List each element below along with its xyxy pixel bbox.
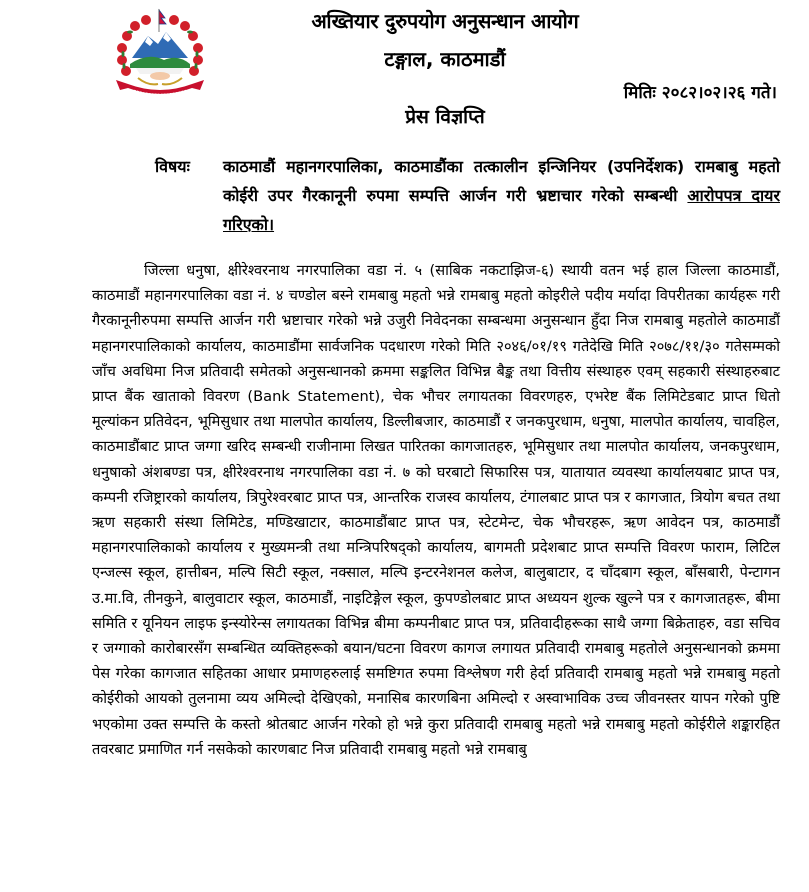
emblem-icon	[108, 6, 212, 102]
document-type-heading: प्रेस विज्ञप्ति	[405, 106, 485, 128]
government-emblem	[108, 6, 212, 102]
subject-text	[223, 152, 780, 239]
organization-name: अख्तियार दुरुपयोग अनुसन्धान आयोग	[311, 9, 579, 33]
subject-main-text: काठमाडौं महानगरपालिका, काठमाडौंका तत्कालीन इन्जिनियर (उपनिर्देशक) रामबाबु महतो कोईरी उपर गैरकानूनी रुपमा सम्पत्ति आर्जन गरी भ्रष्टाचार गरेको सम्बन्धी	[223, 157, 780, 205]
body-paragraph: जिल्ला धनुषा, क्षीरेश्वरनाथ नगरपालिका वडा नं. ५ (साबिक नकटाझिज-६) स्थायी वतन भई हाल जिल्ला काठमाडौं, काठमाडौं महानगरपालिका वडा नं. ४ चण्डोल बस्ने रामबाबु महतो भन्ने रामबाबु महतो कोइरीले पदीय मर्यादा विपरीतका कार्यहरू गरी गैरकानूनीरुपमा सम्पत्ति आर्जन गरी भ्रष्टाचार गरेको भन्ने उजुरी निवेदनका सम्बन्धमा अनुसन्धान हुँदा निज रामबाबु महतोले काठमाडौं महानगरपालिकाको कार्यालय, काठमाडौंमा सार्वजनिक पदधारण गरेको मिति २०४६/०१/१९ गतेदेखि मिति २०७८/११/३० गतेसम्मको जाँच अवधिमा निज प्रतिवादी समेतको अनुसन्धानको क्रममा सङ्कलित विभिन्न बैङ्क तथा वित्तीय संस्थाहरु एवम् सहकारी संस्थाहरुबाट प्राप्त बैंक खाताको विवरण (Bank Statement), चेक भौचर लगायतका विवरणहरु, एभरेष्ट बैंक लिमिटेडबाट प्राप्त धितो मूल्यांकन प्रतिवेदन, भूमिसुधार तथा मालपोत कार्यालय, डिल्लीबजार, काठमाडौं र जनकपुरधाम, धनुषा, मालपोत कार्यालय, चावहिल, काठमाडौंबाट प्राप्त जग्गा खरिद सम्बन्धी राजीनामा लिखत पारितका कागजातहरु, भूमिसुधार तथा मालपोत कार्यालय, जनकपुरधाम, धनुषाको अंशबण्डा पत्र, क्षीरेश्वरनाथ नगरपालिका वडा नं. ७ को घरबाटो सिफारिस पत्र, यातायात व्यवस्था कार्यालयबाट प्राप्त पत्र, कम्पनी रजिष्ट्रारको कार्यालय, त्रिपुरेश्वरबाट प्राप्त पत्र, आन्तरिक राजस्व कार्यालय, टंगालबाट प्राप्त पत्र र कागजात, त्रियोग बचत तथा ऋण सहकारी संस्था लिमिटेड, मण्डिखाटार, काठमाडौंबाट प्राप्त पत्र, स्टेटमेन्ट, चेक भौचरहरू, ऋण आवेदन पत्र, काठमाडौं महानगरपालिकाको कार्यालय र मुख्यमन्त्री तथा मन्त्रिपरिषद्को कार्यालय, बागमती प्रदेशबाट प्राप्त सम्पत्ति विवरण फाराम, लिटिल एन्जल्स स्कूल, हात्तीबन, मल्पि सिटी स्कूल, नक्साल, मल्पि इन्टरनेशनल कलेज, बालुबाटार, द चाँदबाग स्कूल, बाँसबारी, पेन्टागन उ.मा.वि, तीनकुने, बालुवाटार स्कूल, काठमाडौं, नाइटिङ्गेल स्कूल, कुपण्डोलबाट प्राप्त अध्ययन शुल्क खुल्ने पत्र र कागजातहरू, बीमा समिति र यूनियन लाइफ इन्स्योरेन्स लगायतका विभिन्न बीमा कम्पनीबाट प्राप्त पत्र, प्रतिवादीहरूका साथै जग्गा बिक्रेताहरु, वडा सचिव र जग्गाको कारोबारसँग सम्बन्धित व्यक्तिहरूको बयान/घटना विवरण कागज लगायत प्रतिवादी रामबाबु महतोले अनुसन्धानको क्रममा पेस गरेका कागजात सहितका आधार प्रमाणहरुलाई समष्टिगत रुपमा विश्लेषण गरी हेर्दा प्रतिवादी रामबाबु महतो भन्ने रामबाबु महतो कोईरीको आयको तुलनामा व्यय अमिल्दो देखिएको, मनासिब कारणबिना अमिल्दो र अस्वाभाविक उच्च जीवनस्तर यापन गरेको पुष्टि भएकोमा उक्त सम्पत्ति के कस्तो श्रोतबाट आर्जन गरेको हो भन्ने कुरा प्रतिवादी रामबाबु महतो भन्ने रामबाबु महतो कोईरीले शङ्कारहित तवरबाट प्रमाणित गर्न नसकेको कारणबाट निज प्रतिवादी रामबाबु महतो भन्ने रामबाबु	[92, 262, 780, 758]
organization-location: टङ्गाल, काठमाडौं	[384, 47, 506, 71]
subject-underlined-text: आरोपपत्र दायर गरिएको।	[223, 186, 780, 234]
subject-block	[155, 152, 780, 239]
document-date: मितिः २०८२।०२।२६ गते।	[623, 83, 777, 103]
subject-label: विषयः	[155, 157, 190, 176]
